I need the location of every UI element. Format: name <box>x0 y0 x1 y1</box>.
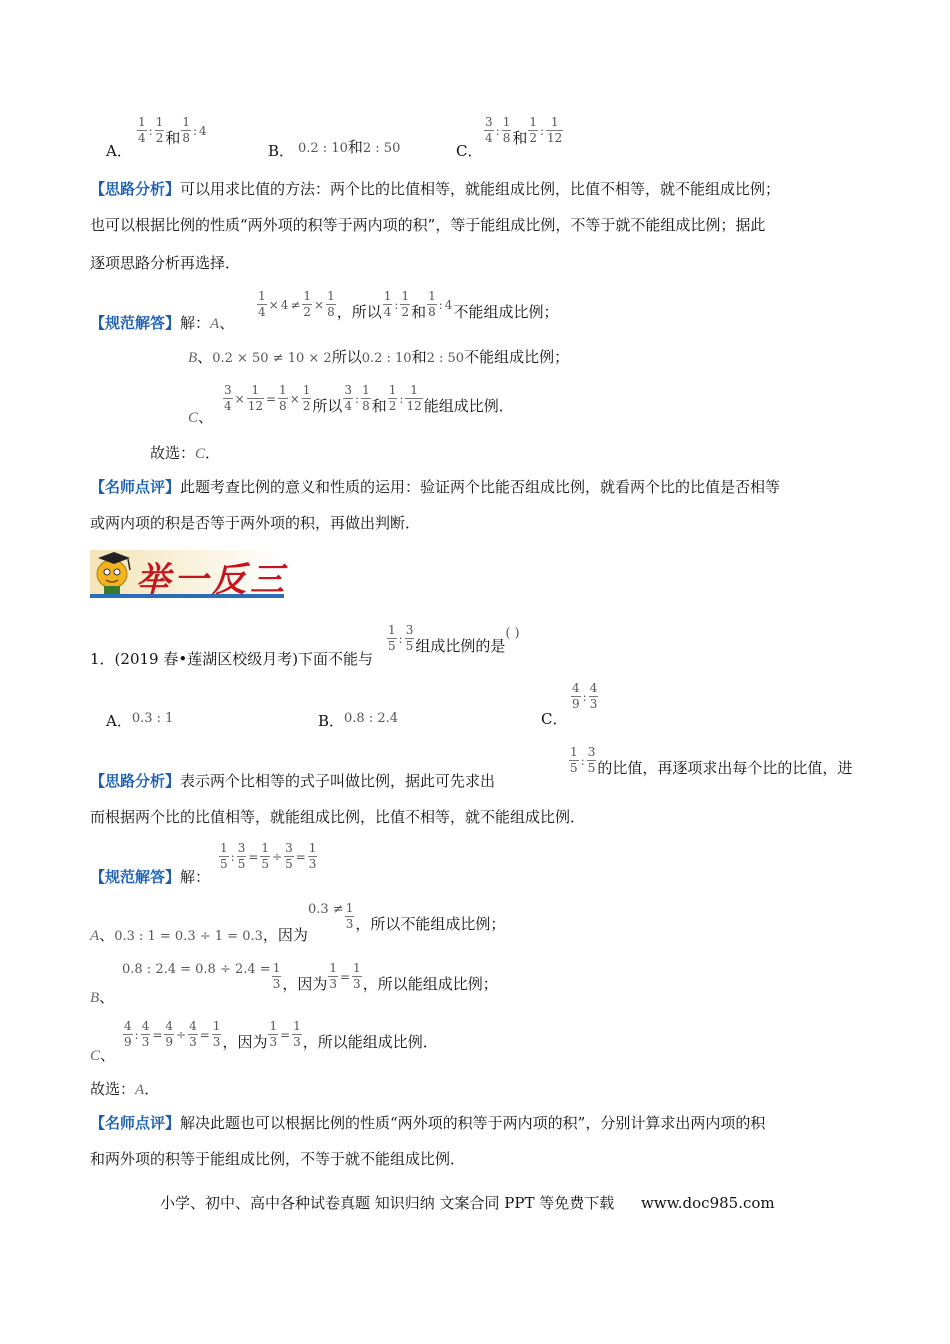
q1-stem: 1．(2019 春•莲湖区校级月考)下面不能与 <box>90 650 374 668</box>
q1-option-c-math: $\frac{4}{9}$ : $\frac{4}{3}$ <box>572 681 598 711</box>
example-comment-line2: 或两内项的积是否等于两外项的积，再做出判断． <box>90 514 421 532</box>
example-solution-c-math: $\frac{3}{4}$ × $\frac{1}{12}$ = $\frac{1}{8}$ × $\frac{1}{2}$ 所以 $\frac{3}{4}$ : $\frac{1}{8}$ 和 $\frac{1}{2}$ : $\frac{1}{12}$ 能组成比例． <box>224 383 514 415</box>
footer <box>160 1192 775 1213</box>
q1-stem-ratio: $\frac{1}{5}$ : $\frac{3}{5}$ 组成比例的是( ) <box>388 623 520 655</box>
footer-text: 小学、初中、高中各种试卷真题 知识归纳 文案合同 PPT 等免费下载 <box>160 1194 615 1212</box>
example-solution-line-b: B、0.2 × 50 ≠ 10 × 2所以0.2 : 10和2 : 50不能组成比例； <box>188 348 570 366</box>
fraction: $\frac{1}{4}$ <box>138 115 146 145</box>
q1-solution-b-letter: B、 <box>90 988 115 1006</box>
q1-analysis-ratio: $\frac{1}{5}$ : $\frac{3}{5}$ 的比值，再逐项求出每个比的比值，进 <box>570 745 853 777</box>
q1-comment-line1: 【名师点评】解决此题也可以根据比例的性质“两外项的积等于两内项的积”，分别计算求出两内项的积 <box>90 1114 766 1132</box>
q1-option-c: C． <box>541 710 568 728</box>
q1-choice: 故选：A． <box>90 1080 160 1098</box>
banner-title: 举一反三 <box>136 560 288 600</box>
example-comment-line1: 【名师点评】此题考查比例的意义和性质的运用：验证两个比能否组成比例，就看两个比的比值是否相等 <box>90 478 781 496</box>
solution-tag: 【规范解答】 <box>90 314 181 332</box>
example-analysis-line3: 逐项思路分析再选择． <box>90 254 241 272</box>
example-option-b: B． <box>268 142 295 160</box>
option-label: A． <box>106 142 132 160</box>
comment-tag: 【名师点评】 <box>90 478 181 496</box>
example-solution-line-c: C、 <box>188 408 214 426</box>
q1-option-b: B．0.8 : 2.4 <box>318 711 399 730</box>
example-choice: 故选：C． <box>150 444 221 462</box>
example-option-c: C． <box>456 142 483 160</box>
example-analysis-line2: 也可以根据比例的性质“两外项的积等于两内项的积”，等于能组成比例，不等于就不能组成比例；据此 <box>90 216 766 234</box>
example-option-b-math: 0.2 : 10和2 : 50 <box>298 138 401 156</box>
analysis-tag: 【思路分析】 <box>90 180 181 198</box>
q1-solution-a-math: $^{0.3 \ne}$ $\frac{1}{3}$ ，所以不能组成比例； <box>308 901 506 933</box>
q1-solution-head: 【规范解答】解： <box>90 868 211 886</box>
example-option-c-math: $\frac{3}{4}$ : $\frac{1}{8}$ 和 $\frac{1}{2}$ : $\frac{1}{12}$ <box>485 115 563 147</box>
q1-option-a: A．0.3 : 1 <box>106 711 174 730</box>
fraction: $\frac{1}{2}$ <box>155 115 164 145</box>
section-banner <box>90 544 288 602</box>
example-solution-line-a: 【规范解答】解：A、 <box>90 314 235 332</box>
example-solution-a-math: $\frac{1}{4}$ × 4 ≠ $\frac{1}{2}$ × $\frac{1}{8}$ ，所以 $\frac{1}{4}$ : $\frac{1}{2}$ 和 $\frac{1}{8}$ : 4不能组成比例； <box>258 289 559 321</box>
example-analysis-line1: 【思路分析】可以用求比值的方法：两个比的比值相等，就能组成比例，比值不相等，就不能组成比例； <box>90 180 781 198</box>
q1-solution-c-letter: C、 <box>90 1046 116 1064</box>
example-option-a-math: $\frac{1}{4}$ : $\frac{1}{2}$ 和 $\frac{1}{8}$ : 4 <box>138 115 207 147</box>
example-option-a <box>106 140 132 162</box>
q1-solution-b-math: $^{0.8 : 2.4 = 0.8 \div 2.4 =}$ $\frac{1}{3}$ ，因为 $\frac{1}{3}$ = $\frac{1}{3}$ ，所以能组成比例； <box>122 961 498 993</box>
q1-solution-head-math: $\frac{1}{5}$ : $\frac{3}{5}$ = $\frac{1}{5}$ ÷ $\frac{3}{5}$ = $\frac{1}{3}$ <box>220 841 317 871</box>
fraction: $\frac{1}{8}$ <box>182 115 190 145</box>
footer-url[interactable]: www.doc985.com <box>641 1194 775 1212</box>
q1-comment-line2: 和两外项的积等于能组成比例，不等于就不能组成比例． <box>90 1150 466 1168</box>
q1-solution-c-math: $\frac{4}{9}$ : $\frac{4}{3}$ = $\frac{4}{9}$ ÷ $\frac{4}{3}$ = $\frac{1}{3}$ ，因为 $\frac{1}{3}$ = $\frac{1}{3}$ ，所以能组成比例． <box>124 1019 438 1051</box>
q1-solution-a: A、0.3 : 1 = 0.3 ÷ 1 = 0.3，因为 <box>90 926 308 944</box>
q1-analysis-line2: 而根据两个比的比值相等，就能组成比例，比值不相等，就不能组成比例． <box>90 808 586 826</box>
q1-analysis-line1: 【思路分析】表示两个比相等的式子叫做比例，据此可先求出 <box>90 772 496 790</box>
